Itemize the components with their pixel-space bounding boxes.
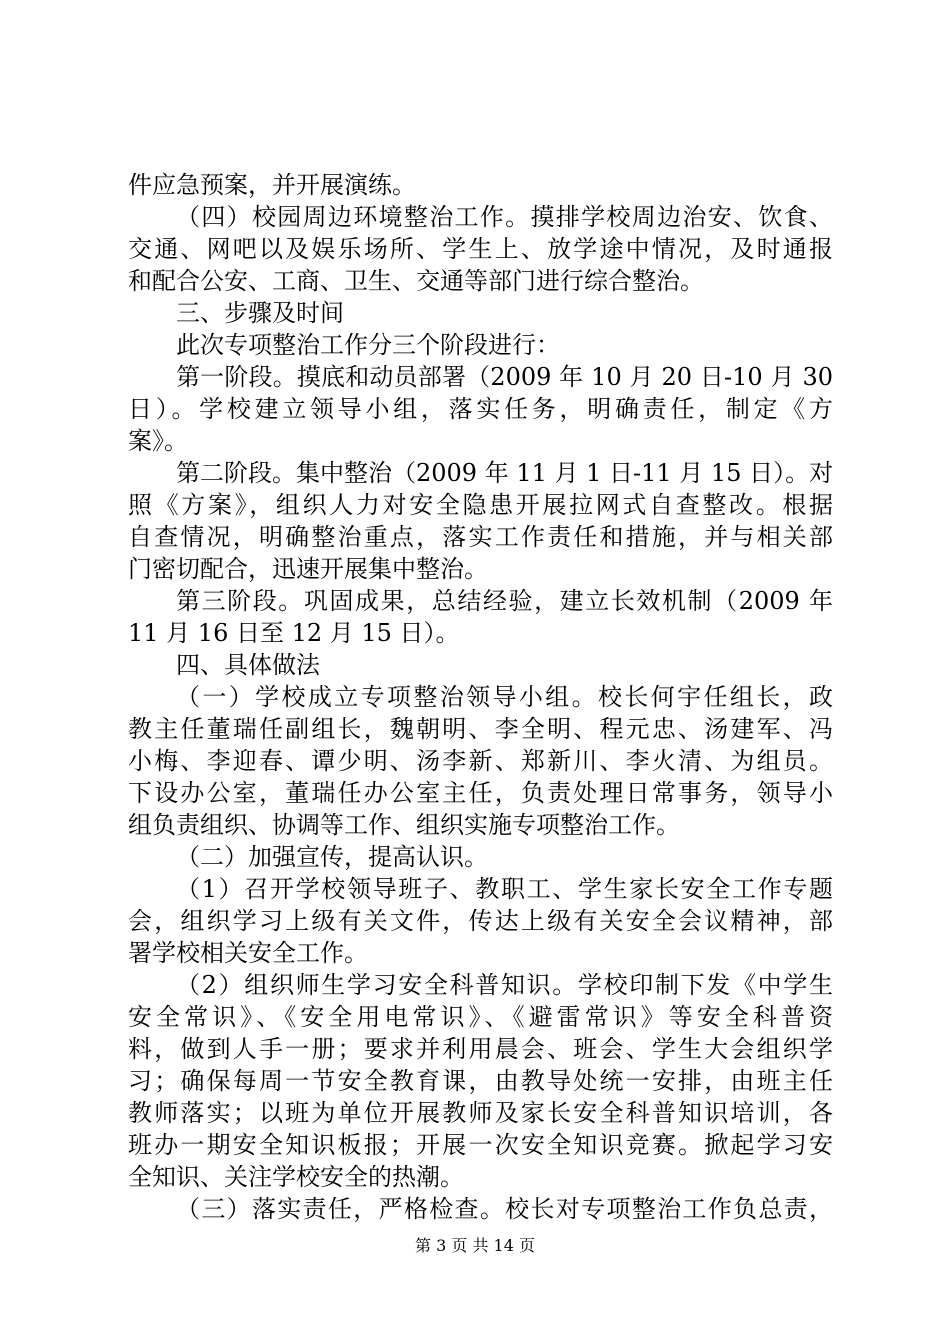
text-line: （一）学校成立专项整治领导小组。校长何宇任组长，政 — [176, 683, 833, 711]
text-line: 组负责组织、协调等工作、组织实施专项整治工作。 — [128, 811, 680, 839]
text-line: （2）组织师生学习安全科普知识。学校印制下发《中学生 — [176, 971, 833, 999]
text-line: 照《方案》，组织人力对安全隐患开展拉网式自查整改。根据 — [128, 491, 833, 519]
text-line: 下设办公室，董瑞任办公室主任，负责处理日常事务，领导小 — [128, 779, 833, 807]
text-line: 件应急预案，并开展演练。 — [128, 171, 416, 199]
text-line: 教主任董瑞任副组长，魏朝明、李全明、程元忠、汤建军、冯 — [128, 715, 833, 743]
text-line: 第一阶段。摸底和动员部署（2009 年 10 月 20 日-10 月 30 — [176, 363, 833, 391]
text-line: 第三阶段。巩固成果，总结经验，建立长效机制（2009 年 — [176, 587, 833, 615]
text-line: （四）校园周边环境整治工作。摸排学校周边治安、饮食、 — [176, 203, 833, 231]
text-line: 案》。 — [128, 427, 188, 455]
text-line: 习；确保每周一节安全教育课，由教导处统一安排，由班主任 — [128, 1067, 833, 1095]
text-line: 署学校相关安全工作。 — [128, 939, 368, 967]
text-line: 教师落实；以班为单位开展教师及家长安全科普知识培训，各 — [128, 1099, 833, 1127]
page-footer: 第 3 页 共 14 页 — [415, 1236, 535, 1255]
text-line: 小梅、李迎春、谭少明、汤李新、郑新川、李火清、为组员。 — [128, 747, 833, 775]
text-line: 四、具体做法 — [176, 651, 320, 679]
text-line: （1）召开学校领导班子、教职工、学生家长安全工作专题 — [176, 875, 833, 903]
text-line: 安全常识》、《安全用电常识》、《避雷常识》等安全科普资 — [128, 1003, 833, 1031]
document-body — [128, 169, 833, 1225]
text-line: 自查情况，明确整治重点，落实工作责任和措施，并与相关部 — [128, 523, 833, 551]
text-line: 门密切配合，迅速开展集中整治。 — [128, 555, 488, 583]
text-line: （三）落实责任，严格检查。校长对专项整治工作负总责， — [176, 1195, 833, 1223]
text-line: 和配合公安、工商、卫生、交通等部门进行综合整治。 — [128, 267, 704, 295]
text-line: 交通、网吧以及娱乐场所、学生上、放学途中情况，及时通报 — [128, 235, 833, 263]
text-line: 日）。学校建立领导小组，落实任务，明确责任，制定《方 — [128, 395, 833, 423]
text-line: 此次专项整治工作分三个阶段进行： — [176, 331, 560, 359]
text-line: 三、步骤及时间 — [176, 299, 344, 327]
text-line: 第二阶段。集中整治（2009 年 11 月 1 日-11 月 15 日）。对 — [176, 459, 833, 487]
text-line: 料，做到人手一册；要求并利用晨会、班会、学生大会组织学 — [128, 1035, 833, 1063]
text-line: 11 月 16 日至 12 月 15 日）。 — [128, 619, 460, 647]
text-line: 全知识、关注学校安全的热潮。 — [128, 1163, 464, 1191]
text-line: 会，组织学习上级有关文件，传达上级有关安全会议精神，部 — [128, 907, 833, 935]
text-line: （二）加强宣传，提高认识。 — [176, 843, 488, 871]
text-line: 班办一期安全知识板报；开展一次安全知识竞赛。掀起学习安 — [128, 1131, 833, 1159]
